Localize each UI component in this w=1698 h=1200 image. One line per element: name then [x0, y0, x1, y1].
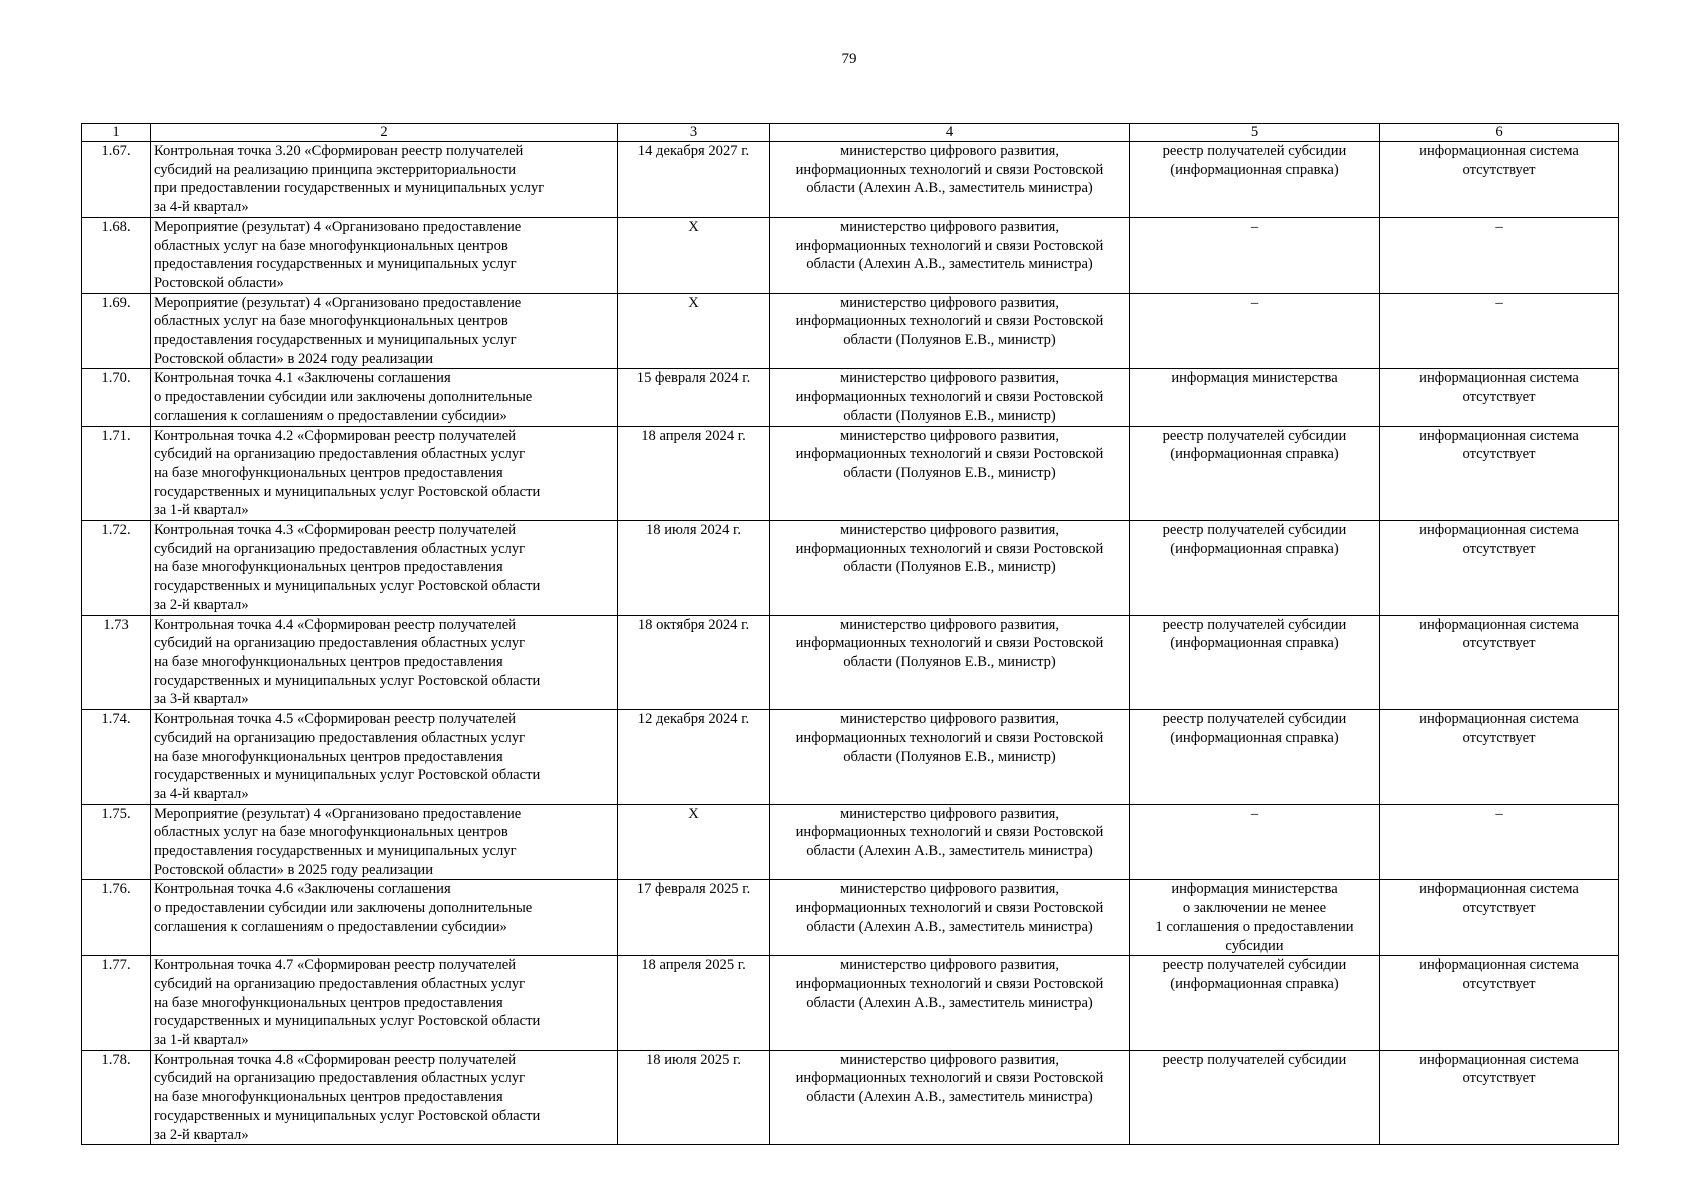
item-name-cell: Контрольная точка 4.5 «Сформирован реестр получателей субсидий на организацию предоставления областных услуг на базе многофункциональных центров предоставления государственных и муниципальных услуг Ростовской области за 4-й квартал» — [151, 710, 618, 805]
responsible-cell: министерство цифрового развития, информационных технологий и связи Ростовской области (Алехин А.В., заместитель министра) — [770, 880, 1130, 956]
table-row — [82, 880, 1619, 956]
information-system-cell: – — [1380, 293, 1619, 369]
column-header: 5 — [1130, 124, 1380, 142]
table-row — [82, 142, 1619, 218]
row-number-cell: 1.70. — [82, 369, 151, 426]
information-system-cell: информационная система отсутствует — [1380, 521, 1619, 616]
column-header: 1 — [82, 124, 151, 142]
item-name-cell: Контрольная точка 4.4 «Сформирован реестр получателей субсидий на организацию предоставления областных услуг на базе многофункциональных центров предоставления государственных и муниципальных услуг Ростовской области за 3-й квартал» — [151, 615, 618, 710]
responsible-cell: министерство цифрового развития, информационных технологий и связи Ростовской области (Полуянов Е.В., министр) — [770, 369, 1130, 426]
document-type-cell: реестр получателей субсидии — [1130, 1050, 1380, 1145]
document-type-cell: реестр получателей субсидии (информационная справка) — [1130, 142, 1380, 218]
row-number-cell: 1.71. — [82, 426, 151, 521]
responsible-cell: министерство цифрового развития, информационных технологий и связи Ростовской области (Алехин А.В., заместитель министра) — [770, 956, 1130, 1051]
document-type-cell: – — [1130, 217, 1380, 293]
deadline-cell: X — [618, 804, 770, 880]
column-header: 6 — [1380, 124, 1619, 142]
responsible-cell: министерство цифрового развития, информационных технологий и связи Ростовской области (Алехин А.В., заместитель министра) — [770, 217, 1130, 293]
item-name-cell: Мероприятие (результат) 4 «Организовано предоставление областных услуг на базе многофункциональных центров предоставления государственных и муниципальных услуг Ростовской области» в 2025 году реализации — [151, 804, 618, 880]
item-name-cell: Контрольная точка 4.1 «Заключены соглашения о предоставлении субсидии или заключены дополнительные соглашения к соглашениям о предоставлении субсидии» — [151, 369, 618, 426]
table-row — [82, 615, 1619, 710]
document-type-cell: информация министерства о заключении не менее 1 соглашения о предоставлении субсидии — [1130, 880, 1380, 956]
row-number-cell: 1.76. — [82, 880, 151, 956]
row-number-cell: 1.73 — [82, 615, 151, 710]
information-system-cell: информационная система отсутствует — [1380, 880, 1619, 956]
information-system-cell: информационная система отсутствует — [1380, 426, 1619, 521]
information-system-cell: информационная система отсутствует — [1380, 710, 1619, 805]
information-system-cell: информационная система отсутствует — [1380, 1050, 1619, 1145]
document-type-cell: – — [1130, 804, 1380, 880]
information-system-cell: информационная система отсутствует — [1380, 369, 1619, 426]
table-row — [82, 956, 1619, 1051]
page-number: 79 — [841, 51, 857, 67]
responsible-cell: министерство цифрового развития, информационных технологий и связи Ростовской области (Полуянов Е.В., министр) — [770, 426, 1130, 521]
document-type-cell: – — [1130, 293, 1380, 369]
deadline-cell: X — [618, 217, 770, 293]
table-row — [82, 521, 1619, 616]
row-number-cell: 1.78. — [82, 1050, 151, 1145]
table-row — [82, 426, 1619, 521]
document-type-cell: реестр получателей субсидии (информационная справка) — [1130, 521, 1380, 616]
responsible-cell: министерство цифрового развития, информационных технологий и связи Ростовской области (Полуянов Е.В., министр) — [770, 710, 1130, 805]
deadline-cell: 18 июля 2024 г. — [618, 521, 770, 616]
table-row — [82, 804, 1619, 880]
row-number-cell: 1.75. — [82, 804, 151, 880]
information-system-cell: – — [1380, 804, 1619, 880]
table-row — [82, 369, 1619, 426]
responsible-cell: министерство цифрового развития, информационных технологий и связи Ростовской области (Алехин А.В., заместитель министра) — [770, 1050, 1130, 1145]
row-number-cell: 1.77. — [82, 956, 151, 1051]
row-number-cell: 1.67. — [82, 142, 151, 218]
item-name-cell: Мероприятие (результат) 4 «Организовано предоставление областных услуг на базе многофункциональных центров предоставления государственных и муниципальных услуг Ростовской области» в 2024 году реализации — [151, 293, 618, 369]
document-type-cell: реестр получателей субсидии (информационная справка) — [1130, 426, 1380, 521]
deadline-cell: 18 октября 2024 г. — [618, 615, 770, 710]
row-number-cell: 1.74. — [82, 710, 151, 805]
item-name-cell: Контрольная точка 3.20 «Сформирован реестр получателей субсидий на реализацию принципа экстерриториальности при предоставлении государственных и муниципальных услуг за 4-й квартал» — [151, 142, 618, 218]
information-system-cell: информационная система отсутствует — [1380, 956, 1619, 1051]
deadline-cell: 15 февраля 2024 г. — [618, 369, 770, 426]
responsible-cell: министерство цифрового развития, информационных технологий и связи Ростовской области (Полуянов Е.В., министр) — [770, 615, 1130, 710]
column-header: 2 — [151, 124, 618, 142]
column-header: 3 — [618, 124, 770, 142]
item-name-cell: Контрольная точка 4.2 «Сформирован реестр получателей субсидий на организацию предоставления областных услуг на базе многофункциональных центров предоставления государственных и муниципальных услуг Ростовской области за 1-й квартал» — [151, 426, 618, 521]
table-row — [82, 1050, 1619, 1145]
deadline-cell: 18 апреля 2025 г. — [618, 956, 770, 1051]
information-system-cell: информационная система отсутствует — [1380, 615, 1619, 710]
deadline-cell: 18 апреля 2024 г. — [618, 426, 770, 521]
responsible-cell: министерство цифрового развития, информационных технологий и связи Ростовской области (Алехин А.В., заместитель министра) — [770, 804, 1130, 880]
information-system-cell: – — [1380, 217, 1619, 293]
deadline-cell: 12 декабря 2024 г. — [618, 710, 770, 805]
item-name-cell: Контрольная точка 4.3 «Сформирован реестр получателей субсидий на организацию предоставления областных услуг на базе многофункциональных центров предоставления государственных и муниципальных услуг Ростовской области за 2-й квартал» — [151, 521, 618, 616]
item-name-cell: Контрольная точка 4.7 «Сформирован реестр получателей субсидий на организацию предоставления областных услуг на базе многофункциональных центров предоставления государственных и муниципальных услуг Ростовской области за 1-й квартал» — [151, 956, 618, 1051]
table-header-row — [82, 124, 1619, 142]
item-name-cell: Контрольная точка 4.8 «Сформирован реестр получателей субсидий на организацию предоставления областных услуг на базе многофункциональных центров предоставления государственных и муниципальных услуг Ростовской области за 2-й квартал» — [151, 1050, 618, 1145]
deadline-cell: 14 декабря 2027 г. — [618, 142, 770, 218]
responsible-cell: министерство цифрового развития, информационных технологий и связи Ростовской области (Алехин А.В., заместитель министра) — [770, 142, 1130, 218]
document-type-cell: реестр получателей субсидии (информационная справка) — [1130, 615, 1380, 710]
deadline-cell: 17 февраля 2025 г. — [618, 880, 770, 956]
table-row — [82, 217, 1619, 293]
item-name-cell: Контрольная точка 4.6 «Заключены соглашения о предоставлении субсидии или заключены дополнительные соглашения к соглашениям о предоставлении субсидии» — [151, 880, 618, 956]
row-number-cell: 1.72. — [82, 521, 151, 616]
row-number-cell: 1.69. — [82, 293, 151, 369]
item-name-cell: Мероприятие (результат) 4 «Организовано предоставление областных услуг на базе многофункциональных центров предоставления государственных и муниципальных услуг Ростовской области» — [151, 217, 618, 293]
document-type-cell: реестр получателей субсидии (информационная справка) — [1130, 956, 1380, 1051]
document-type-cell: информация министерства — [1130, 369, 1380, 426]
responsible-cell: министерство цифрового развития, информационных технологий и связи Ростовской области (Полуянов Е.В., министр) — [770, 293, 1130, 369]
row-number-cell: 1.68. — [82, 217, 151, 293]
column-header: 4 — [770, 124, 1130, 142]
deadline-cell: X — [618, 293, 770, 369]
table-row — [82, 293, 1619, 369]
responsible-cell: министерство цифрового развития, информационных технологий и связи Ростовской области (Полуянов Е.В., министр) — [770, 521, 1130, 616]
plan-table — [81, 123, 1619, 1145]
deadline-cell: 18 июля 2025 г. — [618, 1050, 770, 1145]
information-system-cell: информационная система отсутствует — [1380, 142, 1619, 218]
document-type-cell: реестр получателей субсидии (информационная справка) — [1130, 710, 1380, 805]
table-row — [82, 710, 1619, 805]
